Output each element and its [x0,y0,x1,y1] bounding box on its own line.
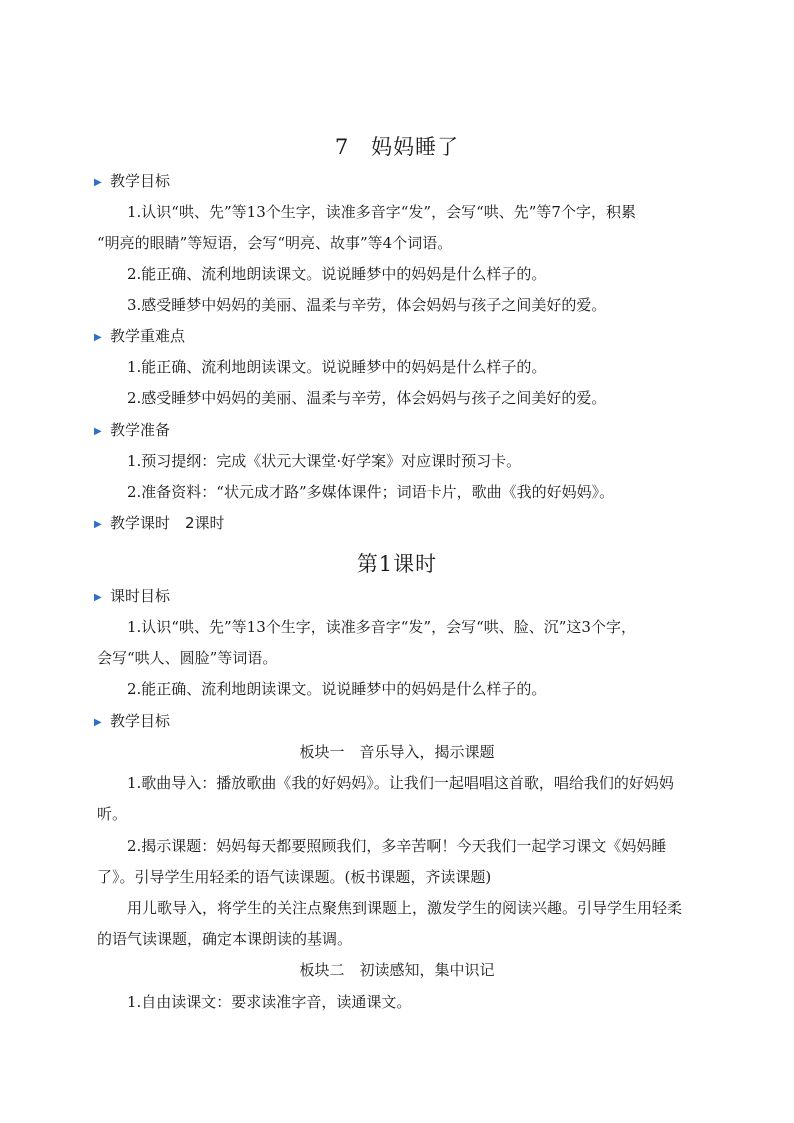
paragraph: 2.揭示课题：妈妈每天都要照顾我们，多辛苦啊！今天我们一起学习课文《妈妈睡 [127,837,667,855]
paragraph: 会写“哄人、圆脸”等词语。 [97,649,278,667]
paragraph: 2.能正确、流利地朗读课文。说说睡梦中的妈妈是什么样子的。 [127,265,547,283]
section-heading-teaching [94,711,170,731]
page-title: 7 妈妈睡了 [334,135,460,159]
paragraph: “明亮的眼睛”等短语，会写“明亮、故事”等4个词语。 [97,234,453,252]
paragraph: 听。 [97,805,128,823]
heading-label: 教学重难点 [110,327,186,345]
heading-label: 教学课时 2课时 [110,514,225,532]
paragraph: 1.自由读课文：要求读准字音，读通课文。 [127,993,412,1011]
block-title: 板块二 初读感知，集中识记 [299,961,495,979]
paragraph: 的语气读课题，确定本课朗读的基调。 [97,930,353,948]
heading-label: 教学目标 [110,712,171,730]
heading-label: 课时目标 [110,587,171,605]
paragraph: 了》。引导学生用轻柔的语气读课题。(板书课题，齐读课题) [97,868,492,886]
paragraph: 3.感受睡梦中妈妈的美丽、温柔与辛劳，体会妈妈与孩子之间美好的爱。 [127,296,607,314]
paragraph: 用儿歌导入，将学生的关注点聚焦到课题上，激发学生的阅读兴趣。引导学生用轻柔 [127,899,683,917]
paragraph: 1.认识“哄、先”等13个生字，读准多音字“发”，会写“哄、先”等7个字，积累 [127,203,636,221]
paragraph: 2.能正确、流利地朗读课文。说说睡梦中的妈妈是什么样子的。 [127,680,547,698]
triangle-right-icon: ▶ [94,426,102,437]
paragraph: 2.准备资料：“状元成才路”多媒体课件；词语卡片，歌曲《我的好妈妈》。 [127,483,615,501]
section-heading-key-points [94,326,185,346]
section-heading-periods [94,513,225,533]
section-heading-lesson-goals [94,586,170,606]
paragraph: 1.能正确、流利地朗读课文。说说睡梦中的妈妈是什么样子的。 [127,358,547,376]
triangle-right-icon: ▶ [94,717,102,728]
triangle-right-icon: ▶ [94,332,102,343]
triangle-right-icon: ▶ [94,177,102,188]
block-title: 板块一 音乐导入，揭示课题 [299,743,495,761]
triangle-right-icon: ▶ [94,592,102,603]
paragraph: 1.认识“哄、先”等13个生字，读准多音字“发”，会写“哄、脸、沉”这3个字， [127,618,636,636]
paragraph: 2.感受睡梦中妈妈的美丽、温柔与辛劳，体会妈妈与孩子之间美好的爱。 [127,389,607,407]
section-heading-prep [94,420,170,440]
heading-label: 教学目标 [110,172,171,190]
heading-label: 教学准备 [110,421,171,439]
paragraph: 1.预习提纲：完成《状元大课堂·好学案》对应课时预习卡。 [127,452,522,470]
triangle-right-icon: ▶ [94,519,102,530]
section-heading-goals [94,171,170,191]
lesson-title: 第1课时 [356,552,438,576]
paragraph: 1.歌曲导入：播放歌曲《我的好妈妈》。让我们一起唱唱这首歌，唱给我们的好妈妈 [127,774,674,792]
